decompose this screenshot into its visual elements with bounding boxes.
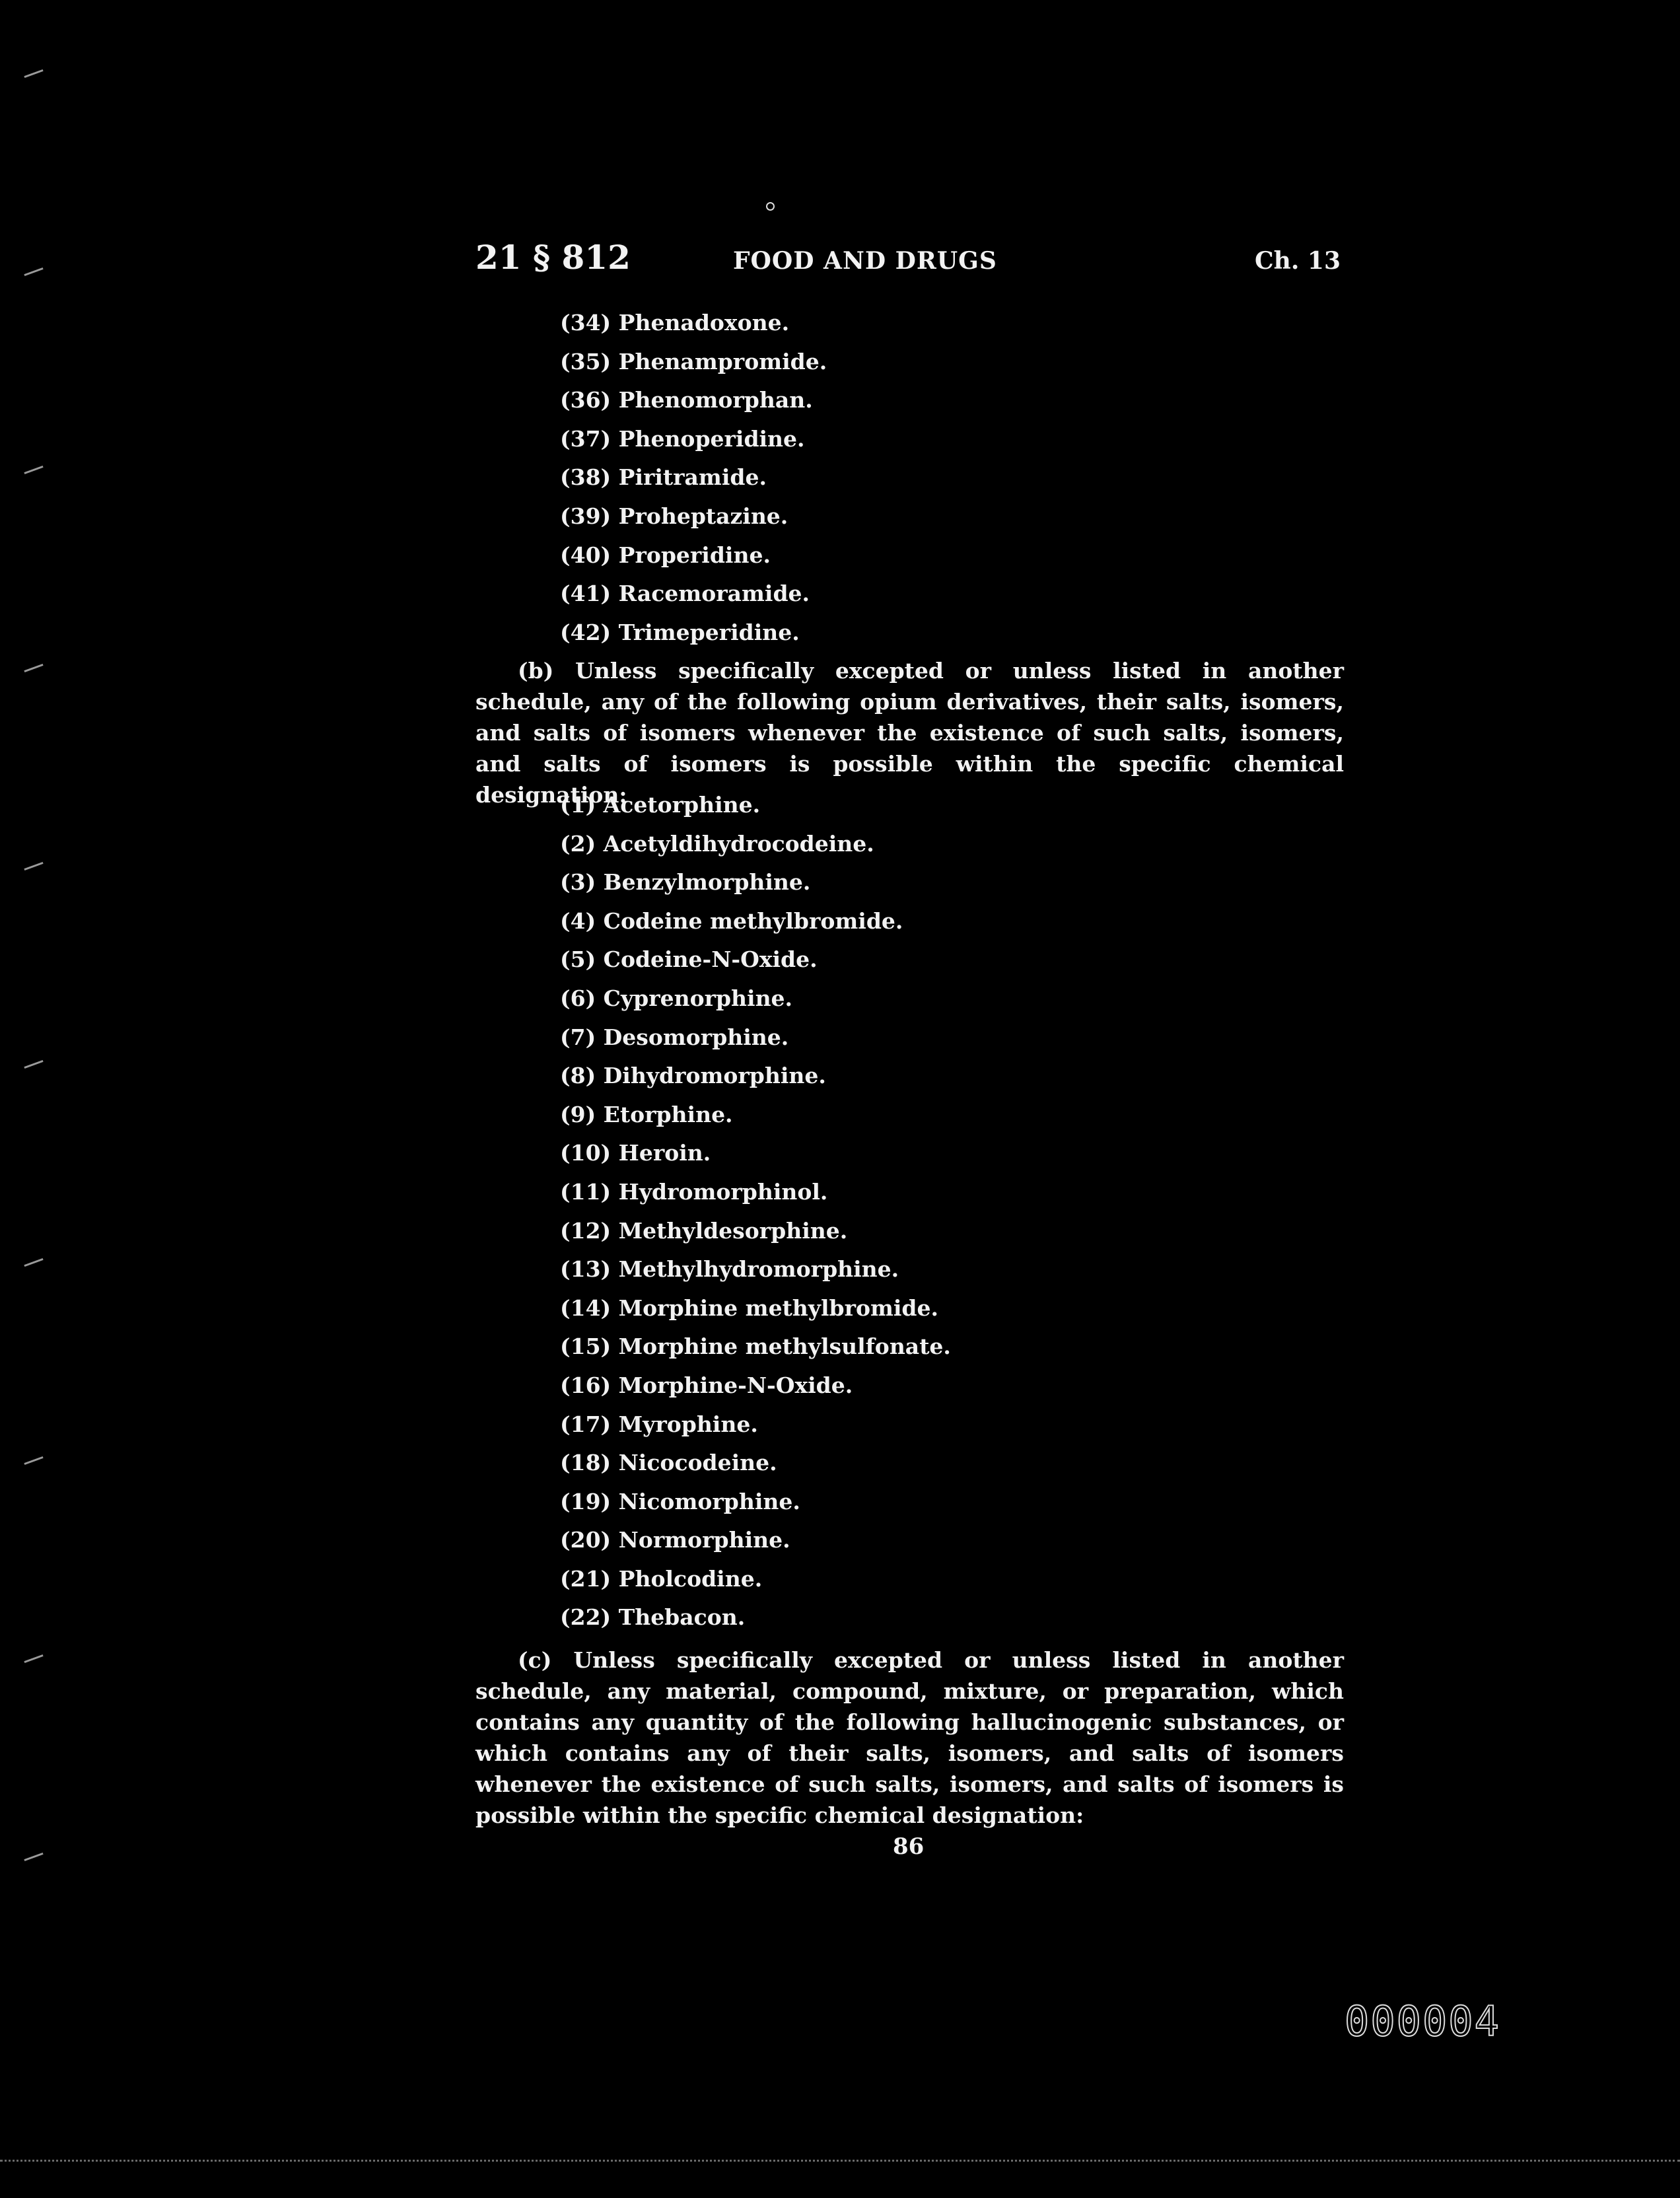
list-item: (11) Hydromorphinol.: [560, 1178, 828, 1205]
list-item: (14) Morphine methylbromide.: [560, 1294, 938, 1321]
list-item: (21) Pholcodine.: [560, 1565, 763, 1592]
list-item: (39) Proheptazine.: [560, 503, 788, 529]
list-item: (6) Cyprenorphine.: [560, 985, 793, 1011]
margin-marks: [24, 73, 50, 1922]
substance-list-a: [560, 304, 827, 652]
list-item: (15) Morphine methylsulfonate.: [560, 1333, 951, 1360]
paragraph-b: (b) Unless specifically excepted or unless listed in another schedule, any of the following opium derivatives, their salts, isomers, and salts of isomers whenever the existence of such salts, isomers, and salts of isomers is possible within the specific chemical designation:: [475, 658, 1344, 808]
list-item: (35) Phenampromide.: [560, 348, 827, 374]
scan-edge-line: [0, 2160, 1680, 2162]
speck-mark: [766, 202, 775, 211]
list-item: (41) Racemoramide.: [560, 581, 810, 607]
list-item: (16) Morphine-N-Oxide.: [560, 1372, 853, 1398]
list-item: (20) Normorphine.: [560, 1527, 790, 1553]
page-header: [475, 238, 1341, 284]
list-item: (5) Codeine-N-Oxide.: [560, 946, 818, 973]
list-item: (22) Thebacon.: [560, 1604, 746, 1631]
list-item: (42) Trimeperidine.: [560, 619, 800, 645]
list-item: (37) Phenoperidine.: [560, 425, 805, 452]
list-item: (8) Dihydromorphine.: [560, 1063, 826, 1089]
list-item: (7) Desomorphine.: [560, 1024, 789, 1050]
paragraph-c: (c) Unless specifically excepted or unless listed in another schedule, any material, compound, mixture, or preparation, which contains any quantity of the following hallucinogenic substances, or which contains any of their salts, isomers, and salts of isomers whenever the existence of such salts, isomers, and salts of isomers is possible within the specific chemical designation:: [475, 1647, 1344, 1828]
chapter-label: Ch. 13: [1255, 247, 1341, 275]
list-item: (4) Codeine methylbromide.: [560, 907, 903, 934]
list-item: (3) Benzylmorphine.: [560, 869, 811, 896]
list-item: (38) Piritramide.: [560, 464, 767, 491]
bates-stamp: 000004: [1345, 1997, 1500, 2045]
list-item: (34) Phenadoxone.: [560, 310, 790, 336]
list-item: (2) Acetyldihydrocodeine.: [560, 830, 874, 857]
list-item: (40) Properidine.: [560, 542, 771, 568]
substance-list-b: [560, 786, 951, 1637]
list-item: (13) Methylhydromorphine.: [560, 1256, 899, 1283]
list-item: (36) Phenomorphan.: [560, 387, 813, 413]
list-item: (17) Myrophine.: [560, 1411, 758, 1437]
page-number: 86: [893, 1833, 925, 1860]
section-number: 21 § 812: [475, 238, 631, 277]
running-title: FOOD AND DRUGS: [733, 247, 997, 275]
list-item: (19) Nicomorphine.: [560, 1488, 800, 1514]
list-item: (1) Acetorphine.: [560, 792, 761, 818]
list-item: (12) Methyldesorphine.: [560, 1217, 848, 1244]
list-item: (18) Nicocodeine.: [560, 1450, 777, 1476]
list-item: (10) Heroin.: [560, 1140, 711, 1166]
list-item: (9) Etorphine.: [560, 1101, 733, 1127]
